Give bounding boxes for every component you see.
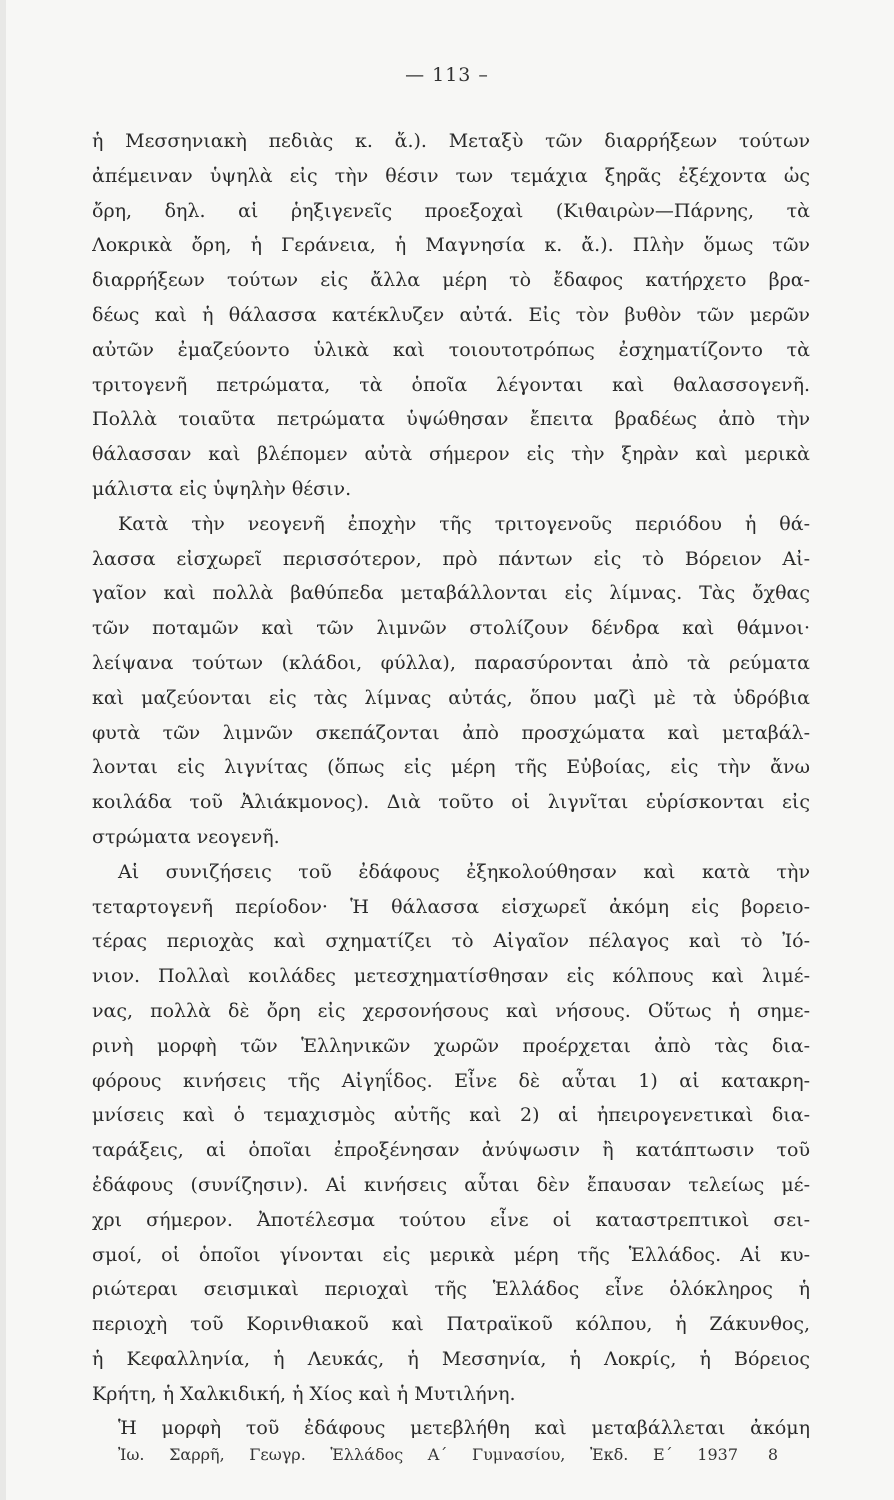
text-line: Αἱ συνιζήσεις τοῦ ἐδάφους ἐξηκολούθησαν καὶ κατὰ τὴν xyxy=(118,860,810,883)
page-edge-shadow xyxy=(0,0,6,1500)
text-line: Κρήτη, ἡ Χαλκιδική, ἡ Χίος καὶ ἡ Μυτιλήνη. xyxy=(92,1382,516,1405)
text-line: ὄρη, δηλ. αἱ ῥηξιγενεῖς προεξοχαὶ (Κιθαιρὼν—Πάρνης, τὰ xyxy=(92,199,810,222)
text-line: Κατὰ τὴν νεογενῆ ἐποχὴν τῆς τριτογενοῦς περιόδου ἡ θά- xyxy=(118,512,810,535)
text-line: μάλιστα εἰς ὑψηλὴν θέσιν. xyxy=(92,477,352,500)
text-line: φόρους κινήσεις τῆς Αἰγηΐδος. Εἶνε δὲ αὗται 1) αἱ κατακρη- xyxy=(92,1069,810,1092)
text-line: δέως καὶ ἡ θάλασσα κατέκλυζεν αὐτά. Εἰς τὸν βυθὸν τῶν μερῶν xyxy=(92,303,810,326)
text-line: φυτὰ τῶν λιμνῶν σκεπάζονται ἀπὸ προσχώματα καὶ μεταβάλ- xyxy=(92,721,810,744)
text-line: ριώτεραι σεισμικαὶ περιοχαὶ τῆς Ἑλλάδος εἶνε ὁλόκληρος ἡ xyxy=(92,1278,810,1301)
text-line: Πολλὰ τοιαῦτα πετρώματα ὑψώθησαν ἔπειτα βραδέως ἀπὸ τὴν xyxy=(92,408,810,431)
text-line: τέρας περιοχὰς καὶ σχηματίζει τὸ Αἰγαῖον πέλαγος καὶ τὸ Ἰό- xyxy=(92,930,810,953)
text-line: ἐδάφους (συνίζησιν). Αἱ κινήσεις αὗται δὲν ἔπαυσαν τελείως μέ- xyxy=(92,1173,810,1196)
text-line: θάλασσαν καὶ βλέπομεν αὐτὰ σήμερον εἰς τὴν ξηρὰν καὶ μερικὰ xyxy=(92,443,810,466)
text-line: ἡ Μεσσηνιακὴ πεδιὰς κ. ἄ.). Μεταξὺ τῶν διαρρήξεων τούτων xyxy=(92,130,810,152)
text-line: αὐτῶν ἐμαζεύοντο ὑλικὰ καὶ τοιουτοτρόπως ἐσχηματίζοντο τὰ xyxy=(92,338,810,361)
text-line: τεταρτογενῆ περίοδον· Ἡ θάλασσα εἰσχωρεῖ ἀκόμη εἰς βορειο- xyxy=(92,895,810,918)
body-text xyxy=(92,124,810,1446)
text-line: περιοχὴ τοῦ Κορινθιακοῦ καὶ Πατραϊκοῦ κόλπου, ἡ Ζάκυνθος, xyxy=(92,1313,810,1336)
text-line: νας, πολλὰ δὲ ὄρη εἰς χερσονήσους καὶ νήσους. Οὕτως ἡ σημε- xyxy=(92,999,810,1022)
footer-citation: Ἰω. Σαρρῆ, Γεωγρ. Ἑλλάδος Α΄ Γυμνασίου, Ἐκδ. Ε΄ 1937 xyxy=(118,1445,738,1464)
text-line: κοιλάδα τοῦ Ἀλιάκμονος). Διὰ τοῦτο οἱ λιγνῖται εὑρίσκονται εἰς xyxy=(92,791,810,814)
footer xyxy=(118,1440,778,1470)
text-line: λονται εἰς λιγνίτας (ὅπως εἰς μέρη τῆς Εὐβοίας, εἰς τὴν ἄνω xyxy=(92,756,810,779)
text-line: ρινὴ μορφὴ τῶν Ἑλληνικῶν χωρῶν προέρχεται ἀπὸ τὰς δια- xyxy=(92,1034,810,1057)
text-line: λείψανα τούτων (κλάδοι, φύλλα), παρασύρονται ἀπὸ τὰ ρεύματα xyxy=(92,651,810,674)
text-line: διαρρήξεων τούτων εἰς ἄλλα μέρη τὸ ἔδαφος κατήρχετο βρα- xyxy=(92,269,810,292)
text-line: μνίσεις καὶ ὁ τεμαχισμὸς αὐτῆς καὶ 2) αἱ ἠπειρογενετικαὶ δια- xyxy=(92,1104,810,1127)
text-line: σμοί, οἱ ὁποῖοι γίνονται εἰς μερικὰ μέρη τῆς Ἑλλάδος. Αἱ κυ- xyxy=(92,1243,810,1266)
text-line: γαῖον καὶ πολλὰ βαθύπεδα μεταβάλλονται εἰς λίμνας. Τὰς ὄχθας xyxy=(92,582,810,605)
text-line: Ἡ μορφὴ τοῦ ἐδάφους μετεβλήθη καὶ μεταβάλλεται ἀκόμη xyxy=(118,1417,810,1440)
text-line: ταράξεις, αἱ ὁποῖαι ἐπροξένησαν ἀνύψωσιν ἢ κατάπτωσιν τοῦ xyxy=(92,1139,810,1162)
text-line: Λοκρικὰ ὄρη, ἡ Γεράνεια, ἡ Μαγνησία κ. ἄ.). Πλὴν ὅμως τῶν xyxy=(92,234,810,257)
text-line: νιον. Πολλαὶ κοιλάδες μετεσχηματίσθησαν εἰς κόλπους καὶ λιμέ- xyxy=(92,965,810,988)
text-line: καὶ μαζεύονται εἰς τὰς λίμνας αὐτάς, ὅπου μαζὶ μὲ τὰ ὑδρόβια xyxy=(92,686,810,709)
page-number: — 113 – xyxy=(405,64,489,86)
text-line: χρι σήμερον. Ἀποτέλεσμα τούτου εἶνε οἱ καταστρεπτικοὶ σει- xyxy=(92,1208,810,1231)
signature-mark: 8 xyxy=(767,1445,778,1464)
text-line: τῶν ποταμῶν καὶ τῶν λιμνῶν στολίζουν δένδρα καὶ θάμνοι· xyxy=(92,617,810,640)
text-line: τριτογενῆ πετρώματα, τὰ ὁποῖα λέγονται καὶ θαλασσογενῆ. xyxy=(92,373,810,396)
text-line: ἡ Κεφαλληνία, ἡ Λευκάς, ἡ Μεσσηνία, ἡ Λοκρίς, ἡ Βόρειος xyxy=(92,1347,810,1370)
text-line: ἀπέμειναν ὑψηλὰ εἰς τὴν θέσιν των τεμάχια ξηρᾶς ἐξέχοντα ὡς xyxy=(92,164,810,187)
text-line: λασσα εἰσχωρεῖ περισσότερον, πρὸ πάντων εἰς τὸ Βόρειον Αἰ- xyxy=(92,547,810,570)
text-line: στρώματα νεογενῆ. xyxy=(92,825,280,848)
